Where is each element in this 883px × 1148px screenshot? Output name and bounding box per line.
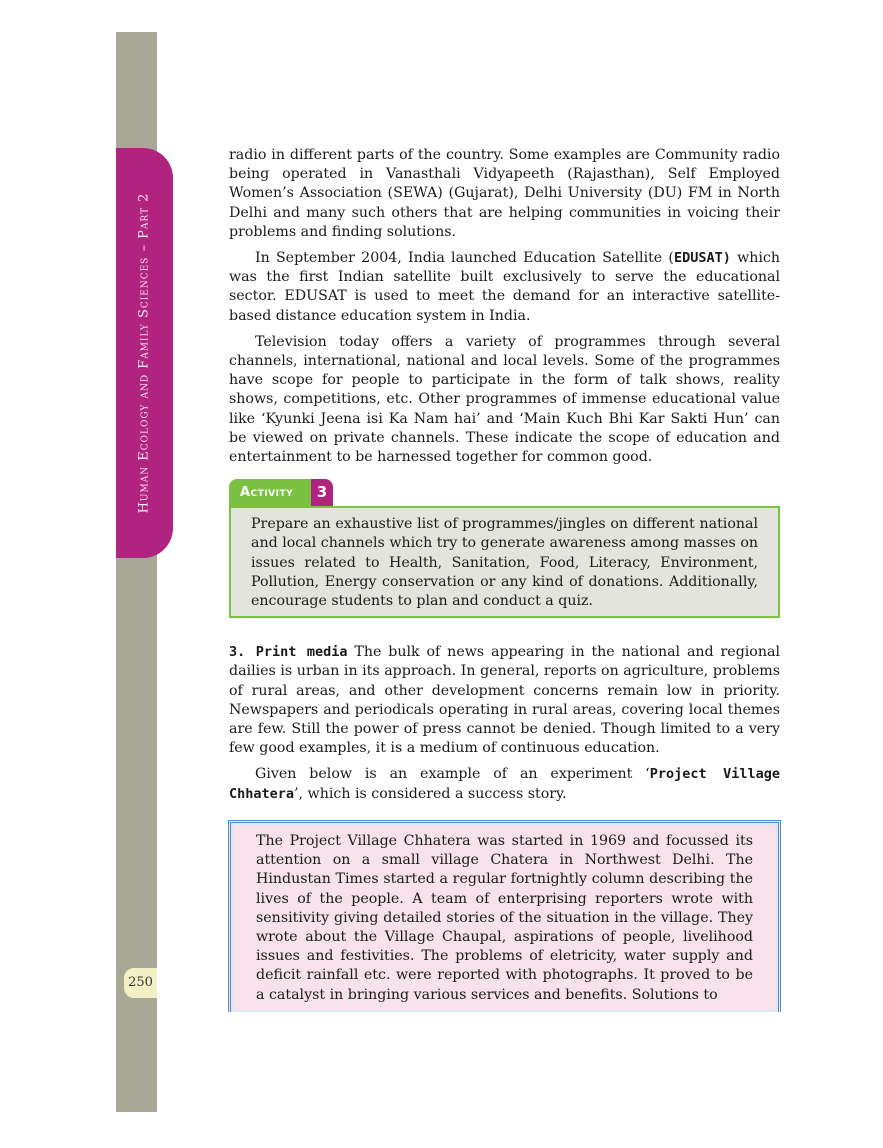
activity-text: Prepare an exhaustive list of programmes/jingles on different national and local channels which try to generate awareness among masses on issues related to Health, Sanitation, Food, Literacy, Environment, Pollution, Energy conservation or any kind of donations. Additionally, encourage students to plan and conduct a quiz. [251,516,758,610]
example-text-pre: Given below is an example of an experiment ‘ [255,766,650,783]
activity-number: 3 [311,479,333,506]
paragraph-television: Television today offers a variety of programmes through several channels, international, national and local levels. Some of the programmes have scope for people to participate in the form of talk shows, reality shows, competitions, etc. Other programmes of immense educational value like ‘Kyunki Jeena isi Ka Nam hai’ and ‘Main Kuch Bhi Kar Sakti Hun’ can be viewed on private channels. These indicate the scope of education and entertainment to be harnessed together for common good. [229,333,780,466]
paragraph-example [229,765,780,803]
story-box [228,820,781,1012]
paragraph-print-media [229,643,780,758]
story-text: The Project Village Chhatera was started in 1969 and focussed its attention on a small village Chatera in Northwest Delhi. The Hindustan Times started a regular fortnightly column describing the lives of the people. A team of enterprising reporters wrote with sensitivity giving detailed stories of the situation in the village. They wrote about the Village Chaupal, aspirations of people, livelihood issues and festivities. The problems of eletricity, water supply and deficit rainfall etc. were reported with photographs. It proved to be a catalyst in bringing various services and benefits. Solutions to [256,833,753,1003]
activity-box [229,506,780,618]
page-number: 250 [124,968,157,998]
edusat-text-pre: In September 2004, India launched Education Satellite ( [255,250,674,267]
example-text-post: ’, which is considered a success story. [294,785,567,802]
activity-header [229,479,780,506]
example-bold: Project Village Chhatera [229,766,780,802]
print-media-text: The bulk of news appearing in the national and regional dailies is urban in its approach. In general, reports on agriculture, problems of rural areas, and other development concerns remain low in priority. Newspapers and periodicals operating in rural areas, covering local themes are few. Still the power of press cannot be denied. Though limited to a very few good examples, it is a medium of continuous education. [229,644,780,757]
main-content [229,146,780,811]
paragraph-edusat [229,249,780,326]
activity-label: Activity [229,479,311,506]
edusat-text-post: which was the first Indian satellite built exclusively to serve the educational sector. EDUSAT is used to meet the demand for an interactive satellite-based distance education system in India. [229,250,780,324]
paragraph-radio: radio in different parts of the country. Some examples are Community radio being operated in Vanasthali Vidyapeeth (Rajasthan), Self Employed Women’s Association (SEWA) (Gujarat), Delhi University (DU) FM in North Delhi and many such others that are helping communities in voicing their problems and finding solutions. [229,147,780,240]
edusat-bold: EDUSAT) [673,250,731,267]
print-media-heading: 3. Print media [229,644,348,661]
book-title: Human Ecology and Family Sciences – Part 2 [136,192,152,514]
